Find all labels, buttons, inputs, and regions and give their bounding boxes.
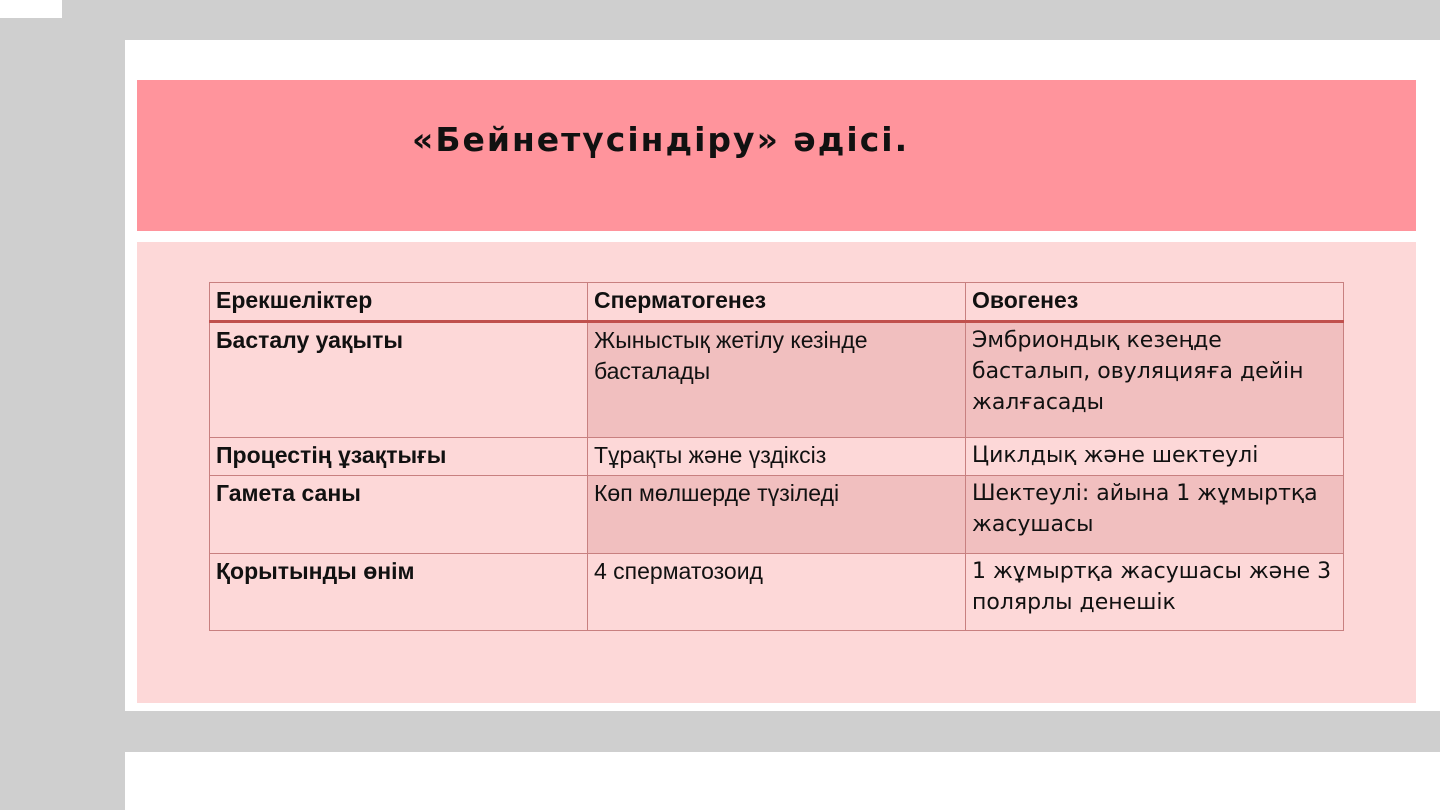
table-row: [210, 438, 1344, 476]
next-slide-preview: [125, 752, 1440, 810]
cell: Циклдық және шектеулі: [966, 438, 1344, 476]
corner-panel: [0, 0, 62, 18]
cell: Тұрақты және үздіксіз: [588, 438, 966, 476]
cell: 1 жұмыртқа жасушасы және 3 полярлы денешік: [966, 554, 1344, 631]
header-features: Ерекшеліктер: [210, 283, 588, 322]
row-label: Гамета саны: [210, 476, 588, 554]
cell: Жыныстық жетілу кезінде басталады: [588, 322, 966, 438]
row-label: Қорытынды өнім: [210, 554, 588, 631]
title-banner: [137, 80, 1416, 231]
cell: 4 сперматозоид: [588, 554, 966, 631]
table-header-row: [210, 283, 1344, 322]
header-spermatogenesis: Сперматогенез: [588, 283, 966, 322]
content-panel: [137, 242, 1416, 703]
cell: Көп мөлшерде түзіледі: [588, 476, 966, 554]
cell: Шектеулі: айына 1 жұмыртқа жасушасы: [966, 476, 1344, 554]
cell: Эмбриондық кезеңде басталып, овуляцияға дейін жалғасады: [966, 322, 1344, 438]
table-row: [210, 322, 1344, 438]
slide-title: «Бейнетүсіндіру» әдісі.: [412, 120, 910, 159]
table-row: [210, 554, 1344, 631]
row-label: Процестің ұзақтығы: [210, 438, 588, 476]
header-oogenesis: Овогенез: [966, 283, 1344, 322]
row-label: Басталу уақыты: [210, 322, 588, 438]
comparison-table: [209, 282, 1344, 631]
table-row: [210, 476, 1344, 554]
